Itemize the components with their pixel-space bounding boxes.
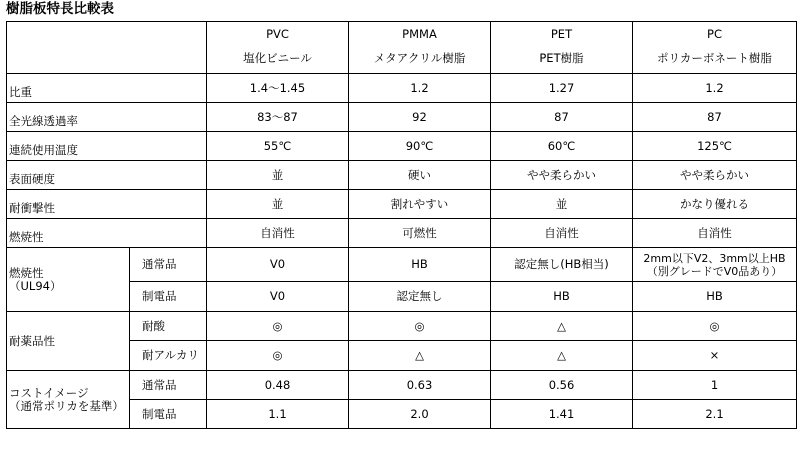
cell-line: （別グレードでV0品あり） [646, 264, 783, 278]
comparison-table [6, 21, 797, 429]
row-label-impact: 耐衝撃性 [7, 190, 207, 219]
sub-label-acid: 耐酸 [130, 312, 207, 341]
cell-value: 可燃性 [349, 219, 491, 248]
cell-value: V0 [207, 248, 349, 282]
cell-value: 0.56 [491, 371, 633, 400]
sub-label-normal: 通常品 [130, 248, 207, 282]
row-label-temperature: 連続使用温度 [7, 132, 207, 161]
cell-value: 自消性 [491, 219, 633, 248]
row-label-hardness: 表面硬度 [7, 161, 207, 190]
cell-value: △ [491, 312, 633, 341]
header-code-pmma: PMMA [349, 22, 491, 47]
table-row [7, 371, 797, 400]
cell-value: HB [349, 248, 491, 282]
cell-value: 90℃ [349, 132, 491, 161]
group-label-ul94 [7, 248, 130, 312]
header-code-pet: PET [491, 22, 633, 47]
cell-value: 1.27 [491, 74, 633, 103]
cell-value: 認定無し(HB相当) [491, 248, 633, 282]
cell-value: HB [633, 282, 797, 312]
cell-value: やや柔らかい [633, 161, 797, 190]
sub-label-flame: 制電品 [130, 282, 207, 312]
cell-value: 1.2 [349, 74, 491, 103]
cell-value: △ [349, 341, 491, 371]
group-label-ul94-line2: （UL94） [9, 278, 62, 293]
cell-value: ◎ [349, 312, 491, 341]
page-title: 樹脂板特長比較表 [6, 1, 114, 17]
group-label-cost-line2: （通常ポリカを基準） [9, 398, 124, 413]
cell-value: 1 [633, 371, 797, 400]
cell-value: × [633, 341, 797, 371]
cell-value: 並 [207, 190, 349, 219]
cell-value: 0.48 [207, 371, 349, 400]
cell-value: 認定無し [349, 282, 491, 312]
group-label-chemical: 耐薬品性 [7, 312, 130, 371]
cell-value-multiline [633, 248, 797, 282]
table-row [7, 74, 797, 103]
cell-value: V0 [207, 282, 349, 312]
table-row [7, 103, 797, 132]
group-label-cost-line1: コストイメージ [9, 385, 89, 400]
row-label-transmittance: 全光線透過率 [7, 103, 207, 132]
table-row [7, 248, 797, 282]
table-row [7, 132, 797, 161]
cell-value: 92 [349, 103, 491, 132]
table-row [7, 190, 797, 219]
cell-value: 0.63 [349, 371, 491, 400]
cell-value: 87 [633, 103, 797, 132]
row-label-combustion: 燃焼性 [7, 219, 207, 248]
table-row [7, 219, 797, 248]
sub-label-flame: 制電品 [130, 400, 207, 429]
cell-value: 2.0 [349, 400, 491, 429]
table-row [7, 161, 797, 190]
header-code-pvc: PVC [207, 22, 349, 47]
cell-value: 硬い [349, 161, 491, 190]
header-name-pc: ポリカーボネート樹脂 [633, 47, 797, 74]
cell-value: 割れやすい [349, 190, 491, 219]
cell-value: ◎ [207, 312, 349, 341]
cell-value: 自消性 [633, 219, 797, 248]
cell-value: やや柔らかい [491, 161, 633, 190]
cell-line: 2mm以下V2、3mm以上HB [643, 251, 786, 265]
cell-value: 1.2 [633, 74, 797, 103]
header-code-pc: PC [633, 22, 797, 47]
cell-value: 83～87 [207, 103, 349, 132]
table-row [7, 312, 797, 341]
header-name-pmma: メタアクリル樹脂 [349, 47, 491, 74]
cell-value: かなり優れる [633, 190, 797, 219]
header-name-pvc: 塩化ビニール [207, 47, 349, 74]
cell-value: 1.4～1.45 [207, 74, 349, 103]
cell-value: 並 [491, 190, 633, 219]
header-name-pet: PET樹脂 [491, 47, 633, 74]
cell-value: 1.41 [491, 400, 633, 429]
group-label-cost [7, 371, 130, 429]
cell-value: △ [491, 341, 633, 371]
sub-label-alkali: 耐アルカリ [130, 341, 207, 371]
cell-value: ◎ [207, 341, 349, 371]
cell-value: 自消性 [207, 219, 349, 248]
cell-value: 2.1 [633, 400, 797, 429]
cell-value: ◎ [633, 312, 797, 341]
cell-value: 87 [491, 103, 633, 132]
row-label-specific-gravity: 比重 [7, 74, 207, 103]
cell-value: HB [491, 282, 633, 312]
cell-value: 1.1 [207, 400, 349, 429]
header-empty-cell [7, 22, 207, 74]
cell-value: 並 [207, 161, 349, 190]
cell-value: 60℃ [491, 132, 633, 161]
cell-value: 55℃ [207, 132, 349, 161]
sub-label-normal: 通常品 [130, 371, 207, 400]
cell-value: 125℃ [633, 132, 797, 161]
group-label-ul94-line1: 燃焼性 [9, 265, 44, 280]
